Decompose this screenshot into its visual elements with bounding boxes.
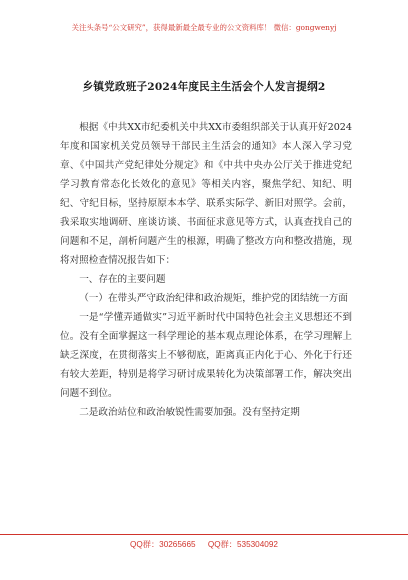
subsection-heading: （一）在带头严守政治纪律和政治规矩，维护党的团结统一方面: [79, 293, 348, 304]
section-heading: 一、存在的主要问题: [79, 274, 166, 285]
body-paragraph: 一是“学懂弄通做实”习近平新时代中国特色社会主义思想还不到位。没有全面掌握这一科学理论的基本观点理论体系，在学习理解上缺乏深度，在贯彻落实上不够彻底，距离真正内化于心、外化于行还有较大差距，特别是将学习研讨成果转化为决策部署工作，解决突出问题不到位。: [60, 312, 352, 399]
document-body: [60, 118, 352, 422]
footer-contact: [0, 539, 408, 550]
header-promo-text: 关注头条号“公文研究”，获得最新最全最专业的公文资料库！ 微信：gongwenyj: [71, 23, 337, 32]
body-paragraph: 根据《中共XX市纪委机关中共XX市委组织部关于认真开好2024年度和国家机关党员领导干部民主生活会的通知》本人深入学习党章、《中国共产党纪律处分规定》和《中共中央办公厅关于推进党纪学习教育常态化长效化的意见》等相关内容，聚焦学纪、知纪、明纪、守纪目标，坚持原原本本学、联系实际学、新旧对照学。会前，我采取实地调研、座谈访谈、书面征求意见等方式，认真查找自己的问题和不足，剖析问题产生的根源，明确了整改方向和整改措施，现将对照检查情况报告如下：: [60, 122, 352, 266]
footer-divider: [0, 534, 408, 535]
document-title: 乡镇党政班子2024年度民主生活会个人发言提纲2: [82, 81, 326, 93]
body-paragraph: 二是政治站位和政治敏锐性需要加强。没有坚持定期: [79, 407, 300, 418]
footer-qq-group-2: QQ群：535304092: [207, 540, 278, 549]
footer-qq-group-1: QQ群：30265665: [130, 540, 196, 549]
